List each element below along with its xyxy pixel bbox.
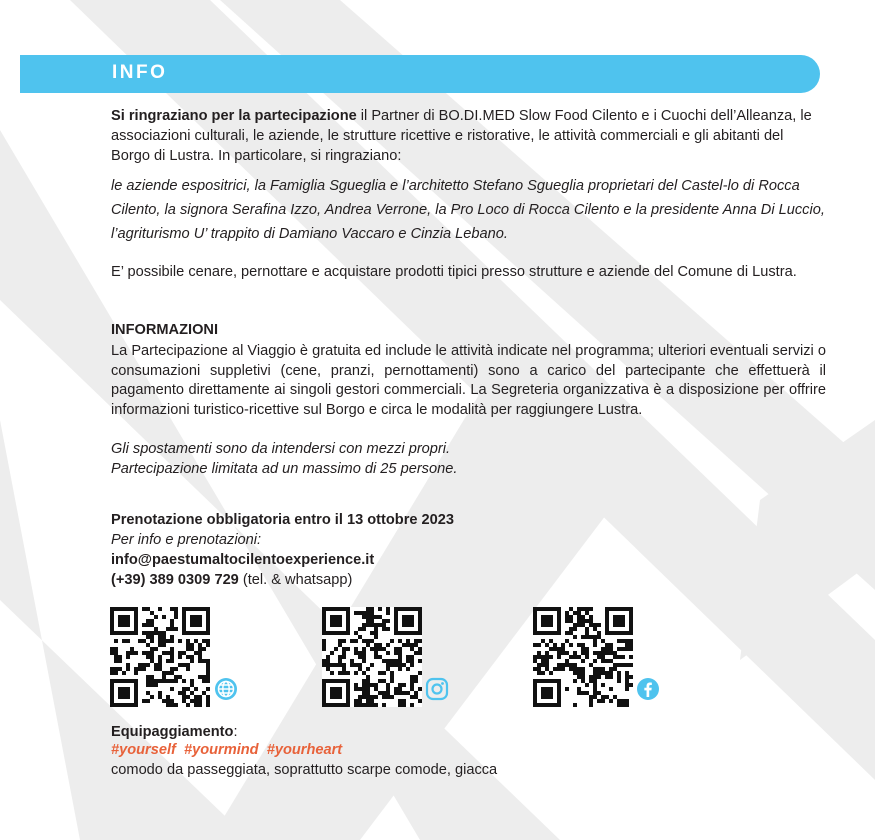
equipment-hashtags: #yourself #yourmind #yourheart <box>111 742 343 758</box>
thanks-paragraph <box>111 106 826 166</box>
informazioni-note-2: Partecipazione limitata ad un massimo di 25 persone. <box>111 461 458 477</box>
booking-title: Prenotazione obbligatoria entro il 13 ottobre 2023 <box>111 512 455 528</box>
qr-code-instagram[interactable] <box>322 607 422 707</box>
informazioni-heading: INFORMAZIONI <box>111 322 219 338</box>
booking-label: Per info e prenotazioni: <box>111 532 262 548</box>
thanks-italic: le aziende espositrici, la Famiglia Sgueglia e l’architetto Stefano Sgueglia proprietari del Castel-lo di Rocca Cilento, la signora Serafina Izzo, Andrea Verrone, la Pro Loco di Rocca Cilento e la presidente Anna Di Luccio, l’agriturismo U’ trappito di Damiano Vaccaro e Cinzia Lebano. <box>111 178 825 242</box>
equipment-label: Equipaggiamento <box>111 724 234 740</box>
dinner-paragraph: E’ possibile cenare, pernottare e acquistare prodotti tipici presso strutture e aziende del Comune di Lustra. <box>111 264 797 280</box>
info-title: INFO <box>112 62 168 83</box>
booking-phone[interactable]: (+39) 389 0309 729 (tel. & whatsapp) <box>111 572 353 588</box>
thanks-text: il Partner di BO.DI.MED Slow Food Cilento e i Cuochi dell’Alleanza, le associazioni culturali, le aziende, le strutture ricettive e ristorative, le attività commerciali e gli abitanti del Borgo di Lustra. In particolare, si ringraziano: <box>111 108 812 164</box>
informazioni-note-1: Gli spostamenti sono da intendersi con mezzi propri. <box>111 441 451 457</box>
qr-code-website[interactable] <box>110 607 210 707</box>
thanks-lead: Si ringraziano per la partecipazione <box>111 108 357 124</box>
booking-email[interactable]: info@paestumaltocilentoexperience.it <box>111 552 375 568</box>
equipment-text: comodo da passeggiata, soprattutto scarpe comode, giacca <box>111 762 498 778</box>
equipment-line: Equipaggiamento: <box>111 724 238 740</box>
facebook-icon[interactable] <box>636 677 660 701</box>
informazioni-text: La Partecipazione al Viaggio è gratuita ed include le attività indicate nel programma; ulteriori eventuali servizi o consumazioni suppletivi (cene, pranzi, pernottamenti) sono a carico del partecipante che effettuerà il pagamento direttamente ai singoli gestori commerciali. La Segreteria organizzativa è a disposizione per offrire informazioni turistico-ricettive sul Borgo e circa le modalità per raggiungere Lustra. <box>111 343 826 418</box>
qr-code-facebook[interactable] <box>533 607 633 707</box>
instagram-icon[interactable] <box>425 677 449 701</box>
globe-icon[interactable] <box>214 677 238 701</box>
